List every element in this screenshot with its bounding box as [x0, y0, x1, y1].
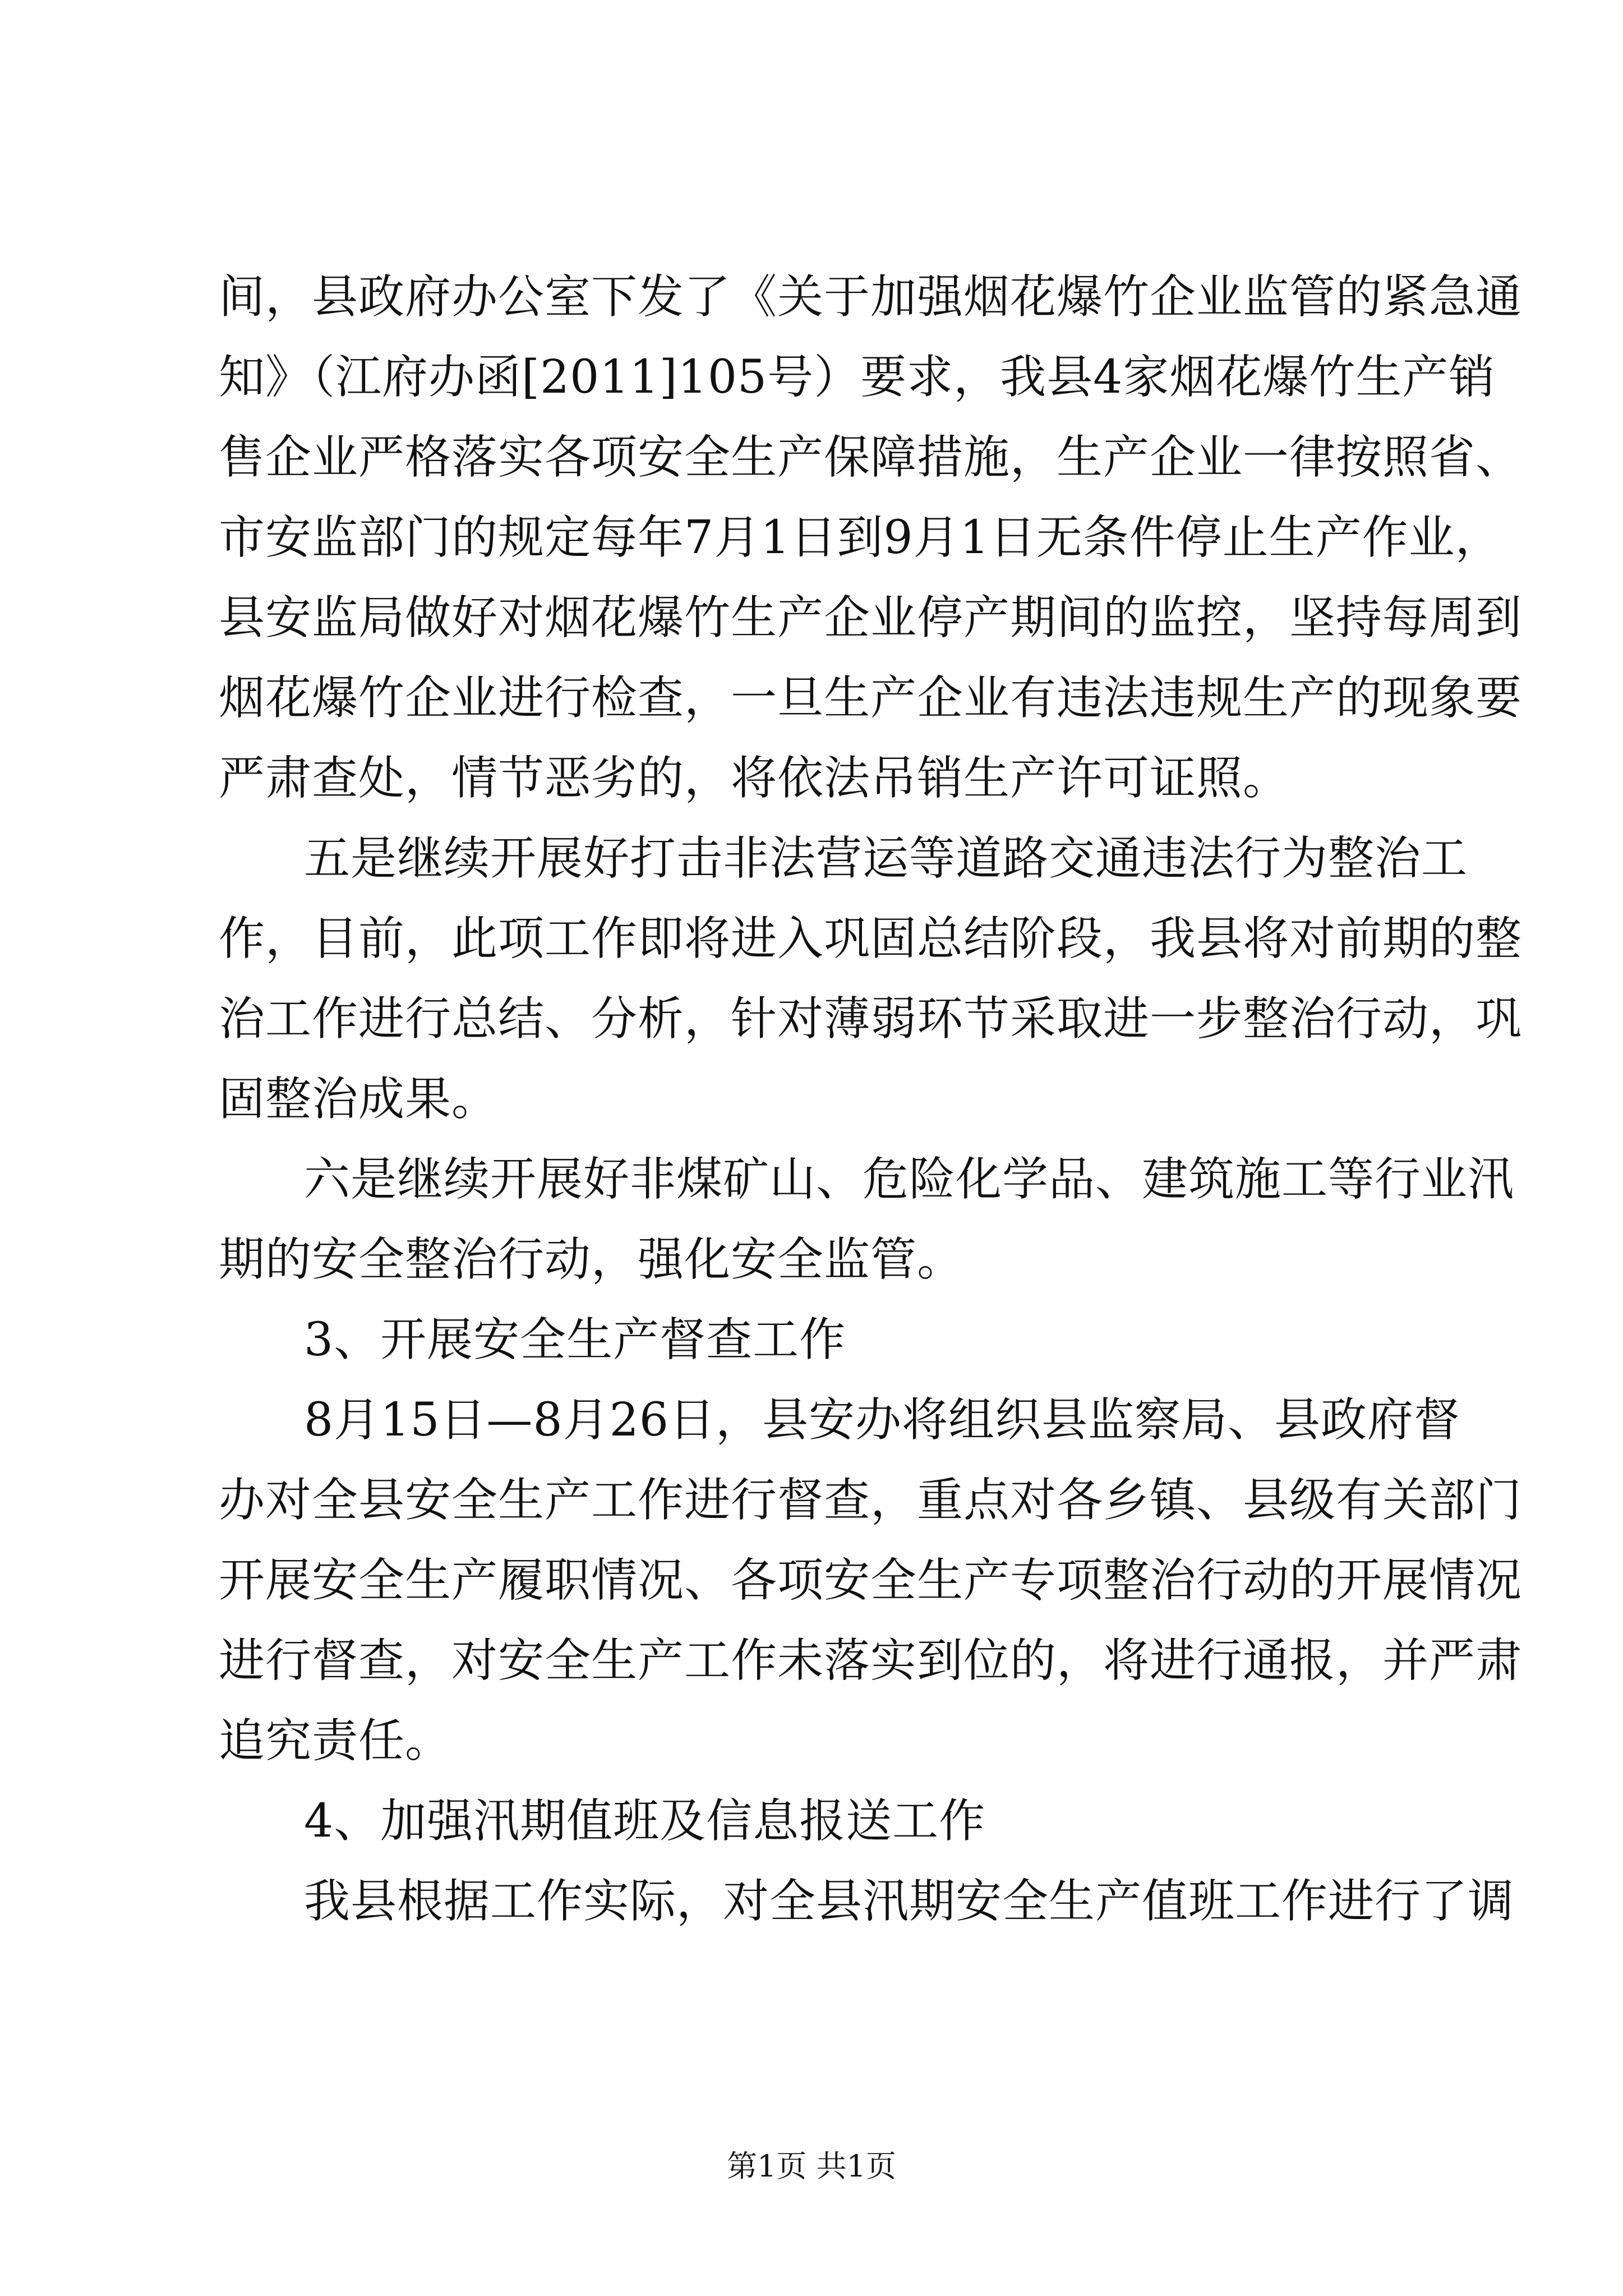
text-line: 开展安全生产履职情况、各项安全生产专项整治行动的开展情况	[219, 1554, 1523, 1607]
text-line: 县安监局做好对烟花爆竹生产企业停产期间的监控，坚持每周到	[219, 591, 1523, 645]
text-line: 烟花爆竹企业进行检查，一旦生产企业有违法违规生产的现象要	[219, 671, 1523, 725]
text-line: 知》（江府办函[2011]105号）要求，我县4家烟花爆竹生产销	[219, 351, 1496, 404]
text-line: 期的安全整治行动，强化安全监管。	[219, 1233, 964, 1286]
text-line: 市安监部门的规定每年7月1日到9月1日无条件停止生产作业，	[219, 511, 1502, 564]
text-line: 追究责任。	[219, 1714, 452, 1768]
paragraph-six-first-line: 六是继续开展好非煤矿山、危险化学品、建筑施工等行业汛	[304, 1153, 1515, 1206]
section-heading-4: 4、加强汛期值班及信息报送工作	[304, 1795, 986, 1848]
text-line: 固整治成果。	[219, 1073, 499, 1126]
text-line: 间，县政府办公室下发了《关于加强烟花爆竹企业监管的紧急通	[219, 270, 1523, 324]
text-line: 进行督查，对安全生产工作未落实到位的，将进行通报，并严肃	[219, 1634, 1523, 1687]
text-line: 治工作进行总结、分析，针对薄弱环节采取进一步整治行动，巩	[219, 992, 1523, 1046]
text-line: 作，目前，此项工作即将进入巩固总结阶段，我县将对前期的整	[219, 912, 1523, 965]
text-line: 严肃查处，情节恶劣的，将依法吊销生产许可证照。	[219, 752, 1290, 805]
text-line: 售企业严格落实各项安全生产保障措施，生产企业一律按照省、	[219, 431, 1523, 484]
page-footer: 第1页 共1页	[727, 2148, 896, 2184]
paragraph-five-first-line: 五是继续开展好打击非法营运等道路交通违法行为整治工	[304, 832, 1468, 885]
text-line: 办对全县安全生产工作进行督查，重点对各乡镇、县级有关部门	[219, 1474, 1523, 1527]
paragraph-duty-first-line: 我县根据工作实际，对全县汛期安全生产值班工作进行了调	[304, 1875, 1515, 1928]
section-heading-3: 3、开展安全生产督查工作	[304, 1313, 846, 1366]
paragraph-inspection-first-line: 8月15日—8月26日，县安办将组织县监察局、县政府督	[304, 1393, 1461, 1447]
